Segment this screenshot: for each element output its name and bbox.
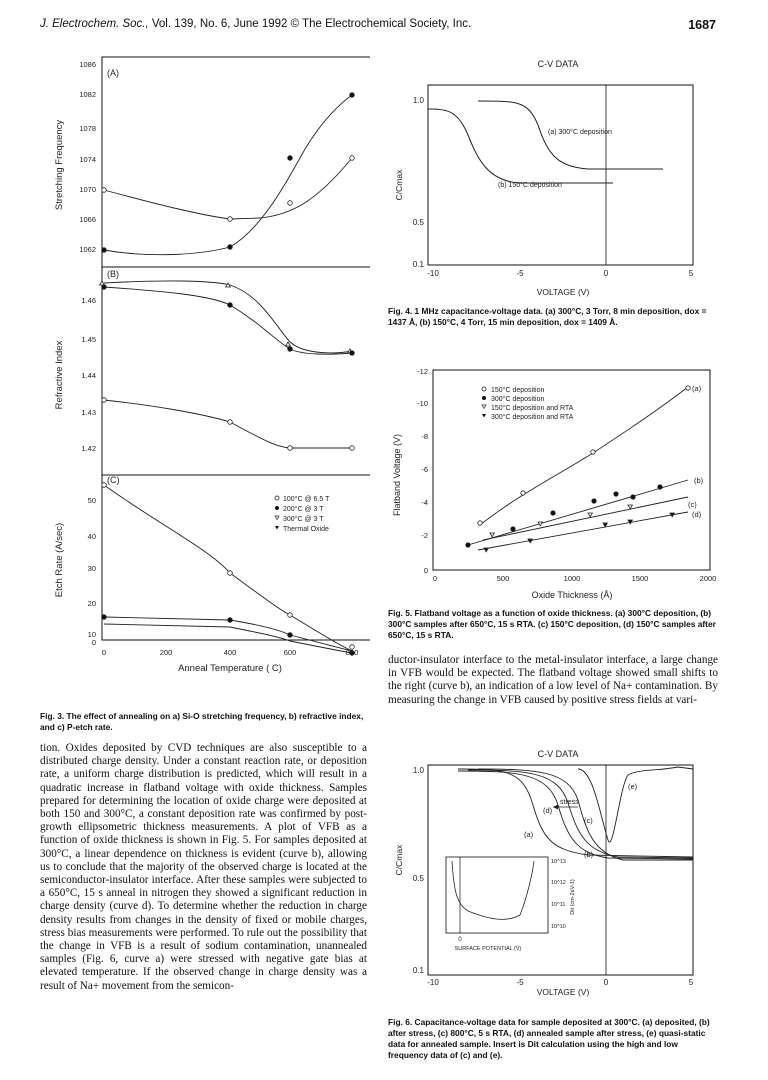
fig3-xtick: 0	[101, 648, 107, 657]
fig3c-ytick: 30	[87, 564, 96, 573]
fig3-panel-c-frame	[102, 475, 370, 640]
fig6-xtick: -5	[516, 978, 524, 987]
fig6-inset-ytick: 10^11	[551, 902, 566, 908]
fig3c-legend-item: 300°C @ 3 T	[283, 516, 324, 523]
right-column-paragraph: ductor-insulator interface to the metal-insulator interface, a large change in VFB would be expected. The flatband voltage showed small shifts to the right (curve b), an indication of a low level of Na+ contamination. By measuring the change in VFB caused by positive stress fields at vari-	[388, 654, 718, 706]
fig4-title: C-V DATA	[537, 59, 579, 69]
fig3a-ytick: 1074	[79, 155, 96, 164]
fig5-legend-item: 150°C deposition and RTA	[491, 405, 574, 412]
fig4-xtick: -10	[427, 269, 439, 278]
fig3c-ylabel: Etch Rate (A/sec)	[54, 522, 65, 598]
fig3b-point	[228, 420, 233, 425]
fig3b-curve	[104, 281, 352, 353]
fig5-frame	[433, 370, 710, 570]
figure-3	[40, 55, 370, 700]
fig6-xtick: -10	[427, 978, 439, 987]
fig3b-curve	[104, 287, 352, 354]
fig3a-point	[288, 201, 293, 206]
fig6-inset-ytick: 10^13	[551, 859, 566, 865]
fig6-ytick: 0.5	[412, 874, 424, 883]
fig3-panel-c-label: (C)	[107, 475, 120, 485]
fig5-xtick: 1500	[631, 574, 649, 583]
fig3a-point	[228, 245, 233, 250]
fig3c-ytick: 20	[87, 599, 96, 608]
fig3b-point	[102, 285, 107, 290]
fig3c-ytick: 40	[87, 532, 96, 541]
fig3c-point	[288, 613, 293, 618]
fig3b-point	[228, 303, 233, 308]
fig3c-ytick: 10	[87, 630, 96, 639]
fig6-curve-d	[468, 770, 693, 858]
fig6-ylabel: C/Cmax	[394, 844, 404, 876]
fig3a-point	[288, 156, 293, 161]
journal-volume: Vol. 139, No. 6, June 1992 © The Electrochemical Society, Inc.	[151, 18, 472, 30]
left-column-paragraph: tion. Oxides deposited by CVD techniques are also susceptible to a distributed charge density. Under a constant reaction rate, or deposition rate, a uniform charge distribution is predicted, which will result in a quadratic increase in flatband voltage with oxide thickness. Samples prepared for determining the location of oxide charge were deposited at both 150 and 300°C, a constant deposition rate was confirmed by post-growth ellipsometric thickness measurements. A plot of VFB as a function of oxide thickness is shown in Fig. 5. For samples deposited at 300°C, a linear dependence on thickness is evident (curve b), allowing us to conclude that the majority of the observed charge is located at the semiconductor-insulator interface. After these samples were subjected to a 650°C, 15 s anneal in nitrogen they showed a significant reduction in charge density (curve d). To determine whether the reduction in charge density results from changes in the density of fixed or mobile charges, stress bias measurements were performed. To rule out the possibility that the change in VFB is a result of sodium contamination, unannealed samples (Fig. 6, curve a) were stressed with negative gate bias at elevated temperature. If the observed change in charge density was a result of Na+ movement from the semicon-	[40, 742, 367, 992]
fig3-caption: Fig. 3. The effect of annealing on a) Si-O stretching frequency, b) refractive index, and c) P-etch rate.	[40, 711, 364, 732]
fig5-caption: Fig. 5. Flatband voltage as a function of oxide thickness. (a) 300°C deposition, (b) 300°C samples after 650°C, 15 s RTA. (c) 150°C deposition, (d) 150°C samples after 650°C, 15 s RTA.	[388, 608, 716, 640]
fig3a-point	[350, 156, 355, 161]
fig3-panel-b-label: (B)	[107, 269, 119, 279]
fig6-inset-xlabel: SURFACE POTENTIAL (V)	[454, 946, 522, 952]
fig3a-ytick: 1082	[79, 90, 96, 99]
fig3c-legend-item: Thermal Oxide	[283, 526, 329, 533]
fig6-inset-ylabel: Dit (cm-2eV-1)	[570, 879, 576, 915]
fig3-panel-b-frame	[102, 267, 370, 475]
fig3a-point	[102, 188, 107, 193]
fig3-xtick: 600	[283, 648, 297, 657]
fig6-curve-label: (e)	[628, 782, 638, 791]
fig5-ytick: -6	[421, 465, 428, 474]
fig6-curve-label: (a)	[524, 830, 534, 839]
fig5-curve-b	[468, 480, 688, 545]
fig4-frame	[428, 85, 693, 265]
fig4-xtick: 5	[688, 269, 694, 278]
fig3b-point	[350, 446, 355, 451]
fig3b-point	[102, 398, 107, 403]
fig6-curve-e	[578, 767, 693, 842]
fig5-ytick: -12	[417, 367, 428, 376]
fig3a-point	[102, 248, 107, 253]
fig3a-ytick: 1078	[79, 124, 96, 133]
fig3b-ytick: 1.42	[81, 444, 96, 453]
fig3b-point	[288, 347, 293, 352]
fig3-xlabel: Anneal Temperature ( C)	[178, 663, 282, 674]
fig5-ytick: -2	[421, 531, 428, 540]
fig6-inset-ytick: 10^12	[551, 880, 566, 886]
fig6-curve-b	[458, 771, 693, 859]
fig3c-ytick: 50	[87, 496, 96, 505]
fig5-ylabel: Flatband Voltage (V)	[392, 433, 402, 517]
fig4-xtick: 0	[603, 269, 609, 278]
fig6-curve-a	[458, 769, 693, 857]
fig5-xtick: 2000	[699, 574, 717, 583]
fig5-ytick: -10	[417, 399, 428, 408]
fig6-inset-xtick: 0	[458, 937, 462, 943]
fig3-xtick: 800	[345, 648, 359, 657]
fig3a-curve-filled	[104, 95, 352, 255]
fig5-ytick: -8	[421, 432, 428, 441]
journal-name: J. Electrochem. Soc.,	[40, 18, 149, 30]
fig6-caption: Fig. 6. Capacitance-voltage data for sample deposited at 300°C. (a) deposited, (b) after stress, (c) 800°C, 5 s RTA, (d) annealed sample after stress, (e) quasi-static data for annealed sample. Insert is Dit calculation using the high and low frequency data of (c) and (e).	[388, 1017, 710, 1060]
fig6-stress-label: stress	[560, 799, 579, 806]
fig4-xtick: -5	[516, 269, 524, 278]
figure-4	[388, 55, 718, 305]
figure-6	[388, 745, 718, 1017]
fig6-title: C-V DATA	[537, 749, 579, 759]
fig3b-point	[286, 342, 291, 346]
fig5-curve-label: (c)	[688, 500, 697, 509]
fig6-curve-label: (d)	[543, 806, 553, 815]
fig3a-ylabel: Stretching Frequency	[54, 119, 65, 211]
fig5-xtick: 1000	[563, 574, 581, 583]
fig3-panel-a-frame	[102, 57, 370, 267]
page-header	[40, 18, 716, 38]
fig3a-ytick: 1070	[79, 185, 96, 194]
page-number: 1687	[688, 18, 716, 32]
journal-citation	[40, 18, 471, 30]
fig3b-ytick: 1.45	[81, 335, 96, 344]
fig3a-ytick: 1086	[79, 60, 96, 69]
fig6-ytick: 0.1	[412, 966, 424, 975]
fig5-curve-d	[478, 512, 688, 550]
fig5-ytick: 0	[423, 566, 428, 575]
fig3b-ytick: 1.44	[81, 371, 96, 380]
fig3b-point	[350, 351, 355, 356]
fig3a-point	[228, 217, 233, 222]
fig5-curve-label: (b)	[694, 476, 704, 485]
fig3c-legend-item: 200°C @ 3 T	[283, 506, 324, 513]
fig4-xlabel: VOLTAGE (V)	[536, 287, 590, 297]
fig4-label-b: (b) 150°C deposition	[498, 182, 562, 189]
fig3a-curve-open	[104, 158, 352, 219]
fig3b-curve	[104, 400, 352, 448]
fig3-xtick: 400	[223, 648, 237, 657]
fig3c-legend-item: 100°C @ 6.5 T	[283, 496, 330, 503]
fig6-curve-c	[478, 769, 693, 860]
fig5-curve-label: (a)	[692, 384, 702, 393]
figure-5	[388, 365, 718, 610]
fig3b-ytick: 1.46	[81, 296, 96, 305]
fig3c-point	[288, 633, 293, 638]
fig4-ytick: 0.5	[412, 218, 424, 227]
fig3b-point	[288, 446, 293, 451]
left-column-text	[40, 742, 367, 993]
fig3c-point	[102, 615, 107, 620]
fig3c-point	[228, 618, 233, 623]
fig4-caption: Fig. 4. 1 MHz capacitance-voltage data. (a) 300°C, 3 Torr, 8 min deposition, dox = 1437 Å, (b) 150°C, 4 Torr, 15 min deposition, dox = 1409 Å.	[388, 306, 707, 327]
fig3a-ytick: 1066	[79, 215, 96, 224]
fig5-legend-item: 300°C deposition and RTA	[491, 414, 574, 421]
fig3b-ylabel: Refractive Index	[54, 340, 65, 410]
fig5-ytick: -4	[421, 498, 428, 507]
fig3a-point	[350, 93, 355, 98]
fig6-ytick: 1.0	[412, 766, 424, 775]
fig5-xtick: 0	[432, 574, 438, 583]
fig5-legend-item: 300°C deposition	[491, 396, 545, 403]
fig4-ytick: 1.0	[412, 96, 424, 105]
fig6-xtick: 0	[603, 978, 609, 987]
fig6-curve-label: (c)	[584, 816, 593, 825]
fig3-panel-a-label: (A)	[107, 68, 119, 78]
fig6-xlabel: VOLTAGE (V)	[536, 987, 590, 997]
fig5-curve-label: (d)	[692, 510, 702, 519]
fig5-xtick: 500	[496, 574, 510, 583]
fig5-curve-c	[483, 497, 688, 540]
right-column-text	[388, 654, 718, 707]
fig6-inset-ytick: 10^10	[551, 924, 566, 930]
fig5-legend-item: 150°C deposition	[491, 387, 545, 394]
fig5-xlabel: Oxide Thickness (Å)	[531, 590, 613, 600]
fig6-curve-label: (b)	[584, 850, 594, 859]
fig6-xtick: 5	[688, 978, 694, 987]
fig3c-point	[228, 571, 233, 576]
fig4-label-a: (a) 300°C deposition	[548, 129, 612, 136]
fig3c-point	[102, 483, 107, 488]
fig3c-ytick: 0	[91, 638, 96, 647]
fig3a-ytick: 1062	[79, 245, 96, 254]
fig3b-ytick: 1.43	[81, 408, 96, 417]
fig4-ylabel: C/Cmax	[394, 169, 404, 201]
fig4-curve-b	[428, 109, 613, 183]
fig3-xtick: 200	[159, 648, 173, 657]
fig4-ytick: 0.1	[412, 260, 424, 269]
